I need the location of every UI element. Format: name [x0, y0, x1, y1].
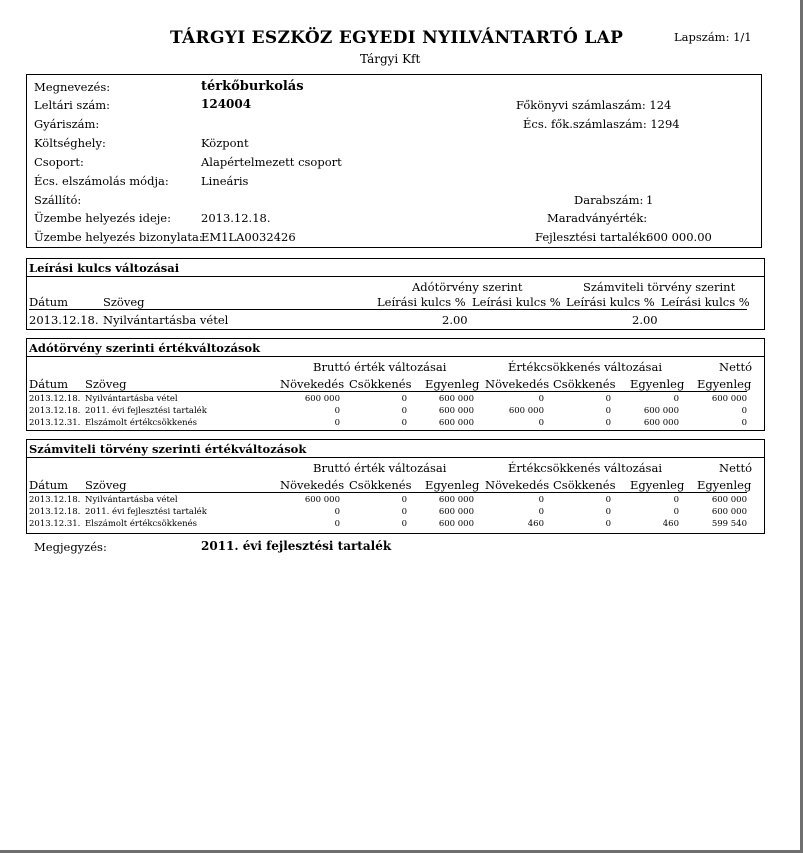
acc-row-text: 2011. évi fejlesztési tartalék [85, 507, 207, 517]
acc-row-date: 2013.12.18. [29, 507, 81, 517]
acc-h-inc1: Növekedés [280, 478, 345, 492]
tax-row-text: 2011. évi fejlesztési tartalék [85, 406, 207, 416]
tax-row-cell: 600 000 [643, 418, 679, 428]
tax-row-cell: 0 [401, 418, 407, 428]
tax-h-text: Szöveg [85, 377, 127, 391]
acc-row-cell: 600 000 [438, 519, 474, 529]
acc-row-text: Nyilvántartásba vétel [85, 495, 178, 505]
tax-h-bal3: Egyenleg [697, 377, 752, 391]
acc-row-cell: 0 [334, 507, 340, 517]
tax-row-cell: 0 [605, 418, 611, 428]
acc-row-cell: 460 [662, 519, 679, 529]
rates-title-divider [26, 276, 764, 277]
depreciation-ledger: Écs. fők.számlaszám: 1294 [523, 117, 680, 131]
acc-row-cell: 600 000 [304, 495, 340, 505]
tax-row-text: Elszámolt értékcsökkenés [85, 418, 197, 428]
acc-dep-header: Értékcsökkenés változásai [508, 461, 662, 475]
tax-h-bal2: Egyenleg [630, 377, 685, 391]
acc-header-divider [29, 492, 747, 493]
commission-date-label: Üzembe helyezés ideje: [34, 211, 171, 225]
acc-section-title: Számviteli törvény szerinti értékváltozások [29, 442, 307, 456]
rates-rate-header-2: Leírási kulcs % [472, 295, 561, 309]
tax-row-date: 2013.12.18. [29, 394, 81, 404]
tax-h-inc1: Növekedés [280, 377, 345, 391]
tax-row-date: 2013.12.18. [29, 406, 81, 416]
tax-row-cell: 0 [538, 394, 544, 404]
residual-value-label: Maradványérték: [547, 211, 648, 225]
name-value: térkőburkolás [201, 79, 304, 94]
commission-date-value: 2013.12.18. [201, 211, 271, 225]
acc-row-cell: 0 [401, 507, 407, 517]
cost-center-label: Költséghely: [34, 136, 106, 150]
tax-row-cell: 0 [605, 394, 611, 404]
tax-row-cell: 600 000 [438, 394, 474, 404]
ledger-number: Főkönyvi számlaszám: 124 [516, 98, 672, 112]
quantity-label: Darabszám: [574, 193, 644, 207]
rates-rate-header-4: Leírási kulcs % [661, 295, 750, 309]
rates-tax-header: Adótörvény szerint [412, 280, 523, 294]
depreciation-method-value: Lineáris [201, 174, 249, 188]
acc-row-cell: 600 000 [438, 495, 474, 505]
tax-row-text: Nyilvántartásba vétel [85, 394, 178, 404]
depreciation-method-label: Écs. elszámolás módja: [34, 174, 169, 188]
acc-h-dec1: Csökkenés [349, 478, 412, 492]
rates-rate-header-3: Leírási kulcs % [566, 295, 655, 309]
acc-row-text: Elszámolt értékcsökkenés [85, 519, 197, 529]
tax-h-dec2: Csökkenés [553, 377, 616, 391]
tax-row-cell: 600 000 [643, 406, 679, 416]
tax-row-cell: 0 [538, 418, 544, 428]
acc-row-cell: 600 000 [438, 507, 474, 517]
tax-row-cell: 0 [401, 406, 407, 416]
tax-row-cell: 600 000 [438, 406, 474, 416]
acc-row-cell: 0 [673, 495, 679, 505]
tax-row-cell: 600 000 [508, 406, 544, 416]
tax-row-cell: 0 [741, 406, 747, 416]
acc-gross-header: Bruttó érték változásai [313, 461, 447, 475]
acc-row-cell: 0 [538, 507, 544, 517]
tax-row-cell: 0 [334, 418, 340, 428]
acc-h-bal2: Egyenleg [630, 478, 685, 492]
rates-rate-header-1: Leírási kulcs % [377, 295, 466, 309]
group-label: Csoport: [34, 155, 84, 169]
rates-text-header: Szöveg [103, 295, 145, 309]
note-text: 2011. évi fejlesztési tartalék [201, 539, 392, 553]
acc-row-cell: 0 [605, 495, 611, 505]
tax-row-cell: 0 [334, 406, 340, 416]
acc-h-inc2: Növekedés [485, 478, 550, 492]
acc-h-dec2: Csökkenés [553, 478, 616, 492]
rates-date-header: Dátum [29, 295, 69, 309]
commission-document-value: EM1LA0032426 [201, 230, 296, 244]
acc-row-cell: 0 [605, 507, 611, 517]
supplier-label: Szállító: [34, 193, 82, 207]
tax-header-divider [29, 391, 747, 392]
tax-row-cell: 600 000 [711, 394, 747, 404]
commission-document-label: Üzembe helyezés bizonylata: [34, 230, 203, 244]
tax-h-inc2: Növekedés [485, 377, 550, 391]
rates-header-divider [29, 309, 747, 310]
rates-acc-header: Számviteli törvény szerint [583, 280, 736, 294]
acc-row-cell: 460 [527, 519, 544, 529]
acc-row-cell: 600 000 [711, 495, 747, 505]
development-reserve-value: 600 000.00 [646, 230, 712, 244]
page-number: Lapszám: 1/1 [674, 30, 752, 44]
quantity-value: 1 [646, 193, 654, 207]
tax-row-cell: 0 [673, 394, 679, 404]
tax-dep-header: Értékcsökkenés változásai [508, 360, 662, 374]
tax-row-cell: 600 000 [438, 418, 474, 428]
tax-row-cell: 0 [741, 418, 747, 428]
tax-title-divider [26, 356, 764, 357]
acc-h-text: Szöveg [85, 478, 127, 492]
acc-h-date: Dátum [29, 478, 69, 492]
acc-row-date: 2013.12.18. [29, 495, 81, 505]
group-value: Alapértelmezett csoport [201, 155, 342, 169]
inventory-value: 124004 [201, 97, 252, 111]
acc-title-divider [26, 457, 764, 458]
company-name: Tárgyi Kft [360, 52, 421, 66]
acc-row-date: 2013.12.31. [29, 519, 81, 529]
acc-net-header: Nettó [719, 461, 753, 475]
inventory-label: Leltári szám: [34, 98, 111, 112]
tax-section-title: Adótörvény szerinti értékváltozások [29, 341, 261, 355]
rates-row-acc: 2.00 [632, 313, 658, 327]
tax-row-cell: 0 [401, 394, 407, 404]
note-label: Megjegyzés: [34, 540, 107, 554]
tax-net-header: Nettó [719, 360, 753, 374]
name-label: Megnevezés: [34, 80, 111, 94]
development-reserve-label: Fejlesztési tartalék: [535, 230, 650, 244]
acc-h-bal1: Egyenleg [425, 478, 480, 492]
rates-row-text: Nyilvántartásba vétel [103, 313, 229, 327]
rates-title: Leírási kulcs változásai [29, 261, 180, 275]
tax-h-dec1: Csökkenés [349, 377, 412, 391]
acc-row-cell: 600 000 [711, 507, 747, 517]
acc-row-cell: 0 [673, 507, 679, 517]
tax-h-date: Dátum [29, 377, 69, 391]
rates-row-date: 2013.12.18. [29, 313, 99, 327]
page-title: TÁRGYI ESZKÖZ EGYEDI NYILVÁNTARTÓ LAP [170, 28, 624, 48]
tax-row-cell: 600 000 [304, 394, 340, 404]
tax-gross-header: Bruttó érték változásai [313, 360, 447, 374]
acc-h-bal3: Egyenleg [697, 478, 752, 492]
acc-row-cell: 599 540 [711, 519, 747, 529]
tax-h-bal1: Egyenleg [425, 377, 480, 391]
acc-row-cell: 0 [401, 519, 407, 529]
rates-row-tax: 2.00 [442, 313, 468, 327]
acc-row-cell: 0 [605, 519, 611, 529]
acc-row-cell: 0 [538, 495, 544, 505]
cost-center-value: Központ [201, 136, 249, 150]
acc-row-cell: 0 [334, 519, 340, 529]
tax-row-date: 2013.12.31. [29, 418, 81, 428]
acc-row-cell: 0 [401, 495, 407, 505]
serial-label: Gyáriszám: [34, 117, 100, 131]
tax-row-cell: 0 [605, 406, 611, 416]
